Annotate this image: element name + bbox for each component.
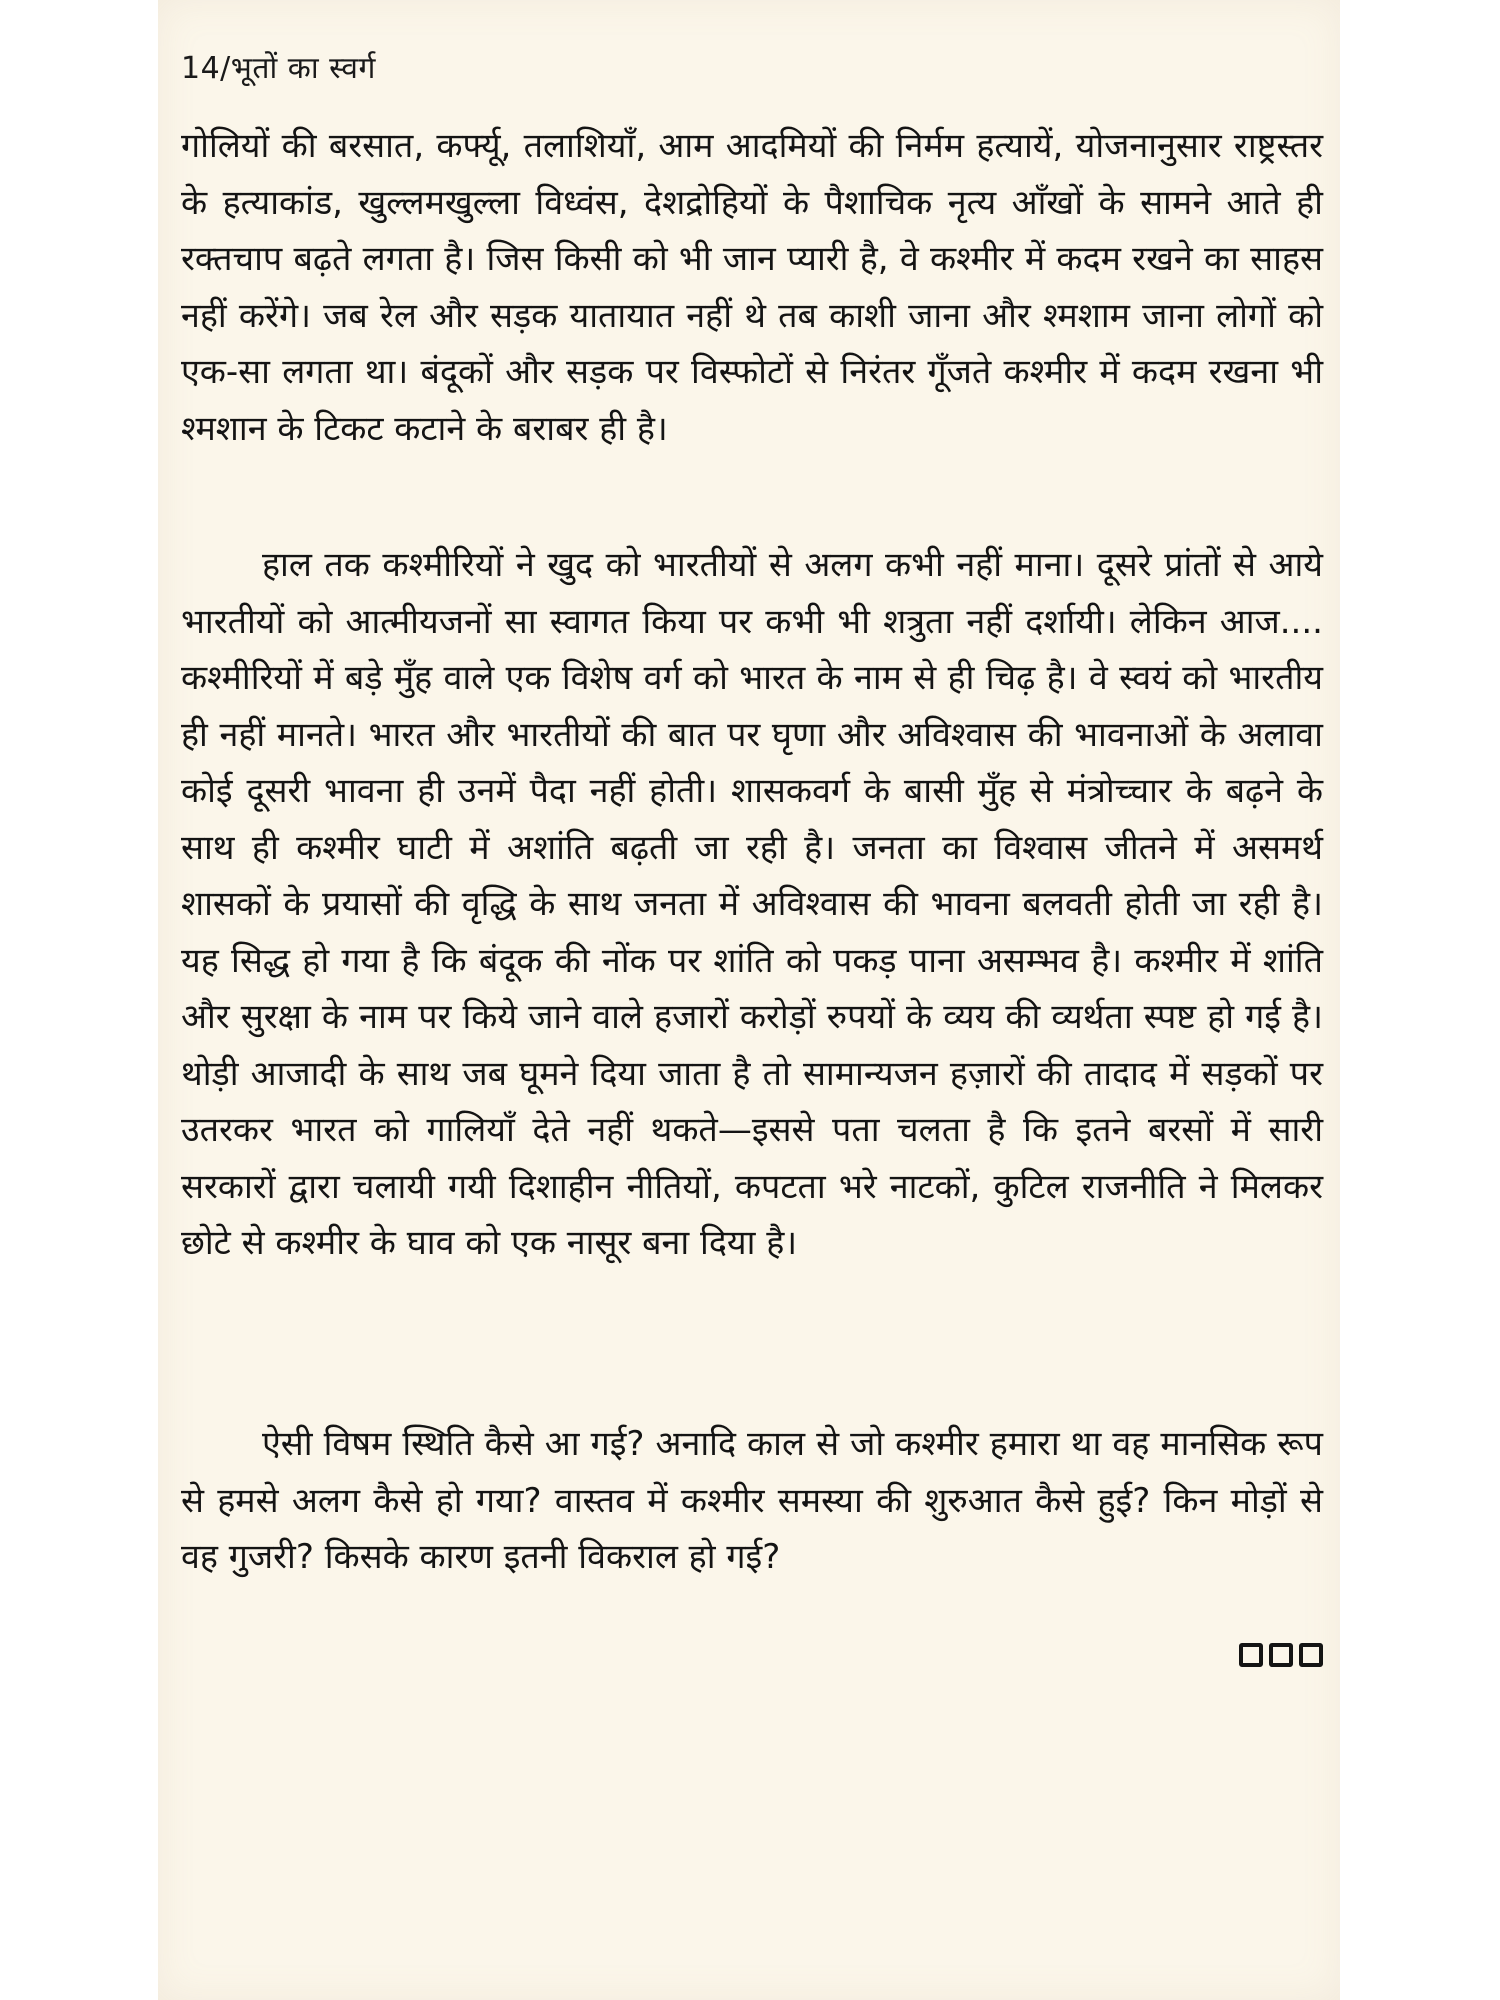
paragraph-3: ऐसी विषम स्थिति कैसे आ गई? अनादि काल से जो कश्मीर हमारा था वह मानसिक रूप से हमसे अलग कैसे हो गया? वास्तव में कश्मीर समस्या की शुरुआत कैसे हुई? किन मोड़ों से वह गुजरी? किसके कारण इतनी विकराल हो गई? — [181, 1424, 1323, 1577]
paragraph-2: हाल तक कश्मीरियों ने खुद को भारतीयों से अलग कभी नहीं माना। दूसरे प्रांतों से आये भारतीयों को आत्मीयजनों सा स्वागत किया पर कभी भी शत्रुता नहीं दर्शायी। लेकिन आज.... कश्मीरियों में बड़े मुँह वाले एक विशेष वर्ग को भारत के नाम से ही चिढ़ है। वे स्वयं को भारतीय ही नहीं मानते। भारत और भारतीयों की बात पर घृणा और अविश्वास की भावनाओं के अलावा कोई दूसरी भावना ही उनमें पैदा नहीं होती। शासकवर्ग के बासी मुँह से मंत्रोच्चार के बढ़ने के साथ ही कश्मीर घाटी में अशांति बढ़ती जा रही है। जनता का विश्वास जीतने में असमर्थ शासकों के प्रयासों की वृद्धि के साथ जनता में अविश्वास की भावना बलवती होती जा रही है। यह सिद्ध हो गया है कि बंदूक की नोंक पर शांति को पकड़ पाना असम्भव है। कश्मीर में शांति और सुरक्षा के नाम पर किये जाने वाले हजारों करोड़ों रुपयों के व्यय की व्यर्थता स्पष्ट हो गई है। थोड़ी आजादी के साथ जब घूमने दिया जाता है तो सामान्यजन हज़ारों की तादाद में सड़कों पर उतरकर भारत को गालियाँ देते नहीं थकते—इससे पता चलता है कि इतने बरसों में सारी सरकारों द्वारा चलायी गयी दिशाहीन नीतियों, कपटता भरे नाटकों, कुटिल राजनीति ने मिलकर छोटे से कश्मीर के घाव को एक नासूर बना दिया है। — [181, 545, 1323, 1263]
end-box-icon — [1269, 1643, 1293, 1667]
section-end-mark — [1239, 1643, 1323, 1667]
running-header: 14/भूतों का स्वर्ग — [181, 51, 376, 86]
end-box-icon — [1299, 1643, 1323, 1667]
paragraph-1: गोलियों की बरसात, कर्फ्यू, तलाशियाँ, आम आदमियों की निर्मम हत्यायें, योजनानुसार राष्ट्रस्तर के हत्याकांड, खुल्लमखुल्ला विध्वंस, देशद्रोहियों के पैशाचिक नृत्य आँखों के सामने आते ही रक्तचाप बढ़ते लगता है। जिस किसी को भी जान प्यारी है, वे कश्मीर में कदम रखने का साहस नहीं करेंगे। जब रेल और सड़क यातायात नहीं थे तब काशी जाना और श्मशाम जाना लोगों को एक-सा लगता था। बंदूकों और सड़क पर विस्फोटों से निरंतर गूँजते कश्मीर में कदम रखना भी श्मशान के टिकट कटाने के बराबर ही है। — [181, 126, 1323, 449]
end-box-icon — [1239, 1643, 1263, 1667]
